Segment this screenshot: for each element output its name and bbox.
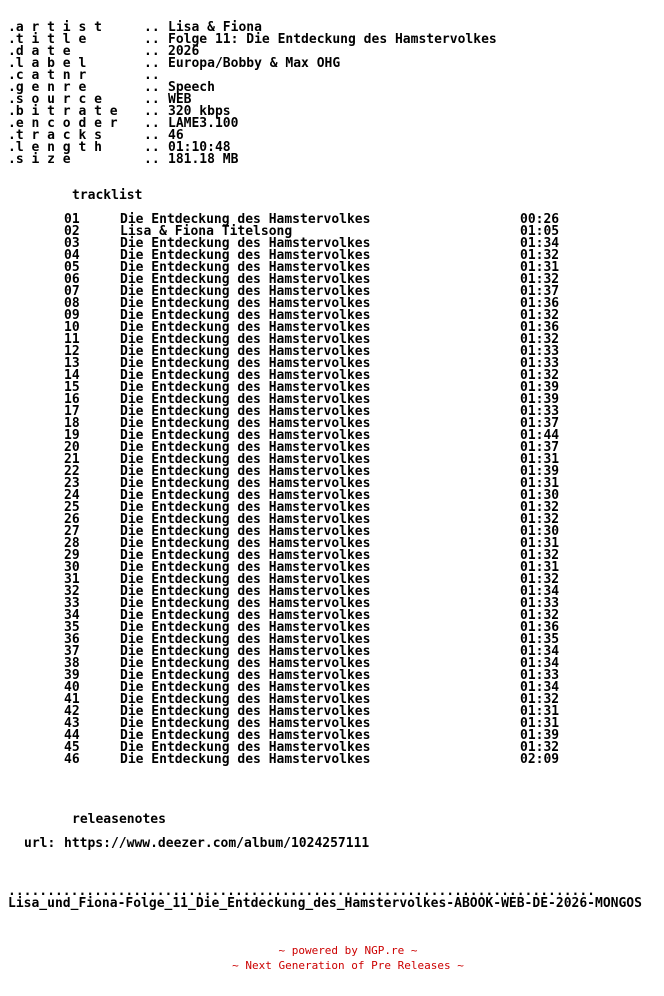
track-number: 33: [64, 596, 80, 611]
track-number: 37: [64, 644, 80, 659]
info-separator: ..: [144, 104, 160, 119]
track-time: 01:44: [520, 428, 560, 443]
track-title: Die Entdeckung des Hamstervolkes: [120, 440, 371, 455]
track-time: 01:31: [520, 716, 560, 731]
track-title: Die Entdeckung des Hamstervolkes: [120, 608, 371, 623]
track-time: 01:32: [520, 740, 560, 755]
info-key: .t r a c k s: [8, 128, 102, 143]
track-title: Die Entdeckung des Hamstervolkes: [120, 308, 371, 323]
info-separator: ..: [144, 44, 160, 59]
track-title: Die Entdeckung des Hamstervolkes: [120, 704, 371, 719]
track-title: Die Entdeckung des Hamstervolkes: [120, 452, 371, 467]
track-title: Die Entdeckung des Hamstervolkes: [120, 368, 371, 383]
track-number: 16: [64, 392, 80, 407]
track-number: 40: [64, 680, 80, 695]
track-number: 41: [64, 692, 80, 707]
track-title: Die Entdeckung des Hamstervolkes: [120, 548, 371, 563]
track-number: 07: [64, 284, 80, 299]
track-title: Die Entdeckung des Hamstervolkes: [120, 596, 371, 611]
track-number: 11: [64, 332, 80, 347]
track-time: 01:30: [520, 488, 560, 503]
track-title: Die Entdeckung des Hamstervolkes: [120, 248, 371, 263]
track-time: 01:39: [520, 464, 560, 479]
footer: [0, 943, 664, 973]
track-title: Die Entdeckung des Hamstervolkes: [120, 536, 371, 551]
track-number: 10: [64, 320, 80, 335]
track-time: 01:34: [520, 680, 560, 695]
track-title: Die Entdeckung des Hamstervolkes: [120, 404, 371, 419]
track-title: Die Entdeckung des Hamstervolkes: [120, 500, 371, 515]
track-title: Die Entdeckung des Hamstervolkes: [120, 512, 371, 527]
info-key: .s i z e: [8, 152, 71, 167]
track-number: 08: [64, 296, 80, 311]
info-value: Lisa & Fiona: [168, 20, 262, 35]
info-separator: ..: [144, 20, 160, 35]
info-key: .e n c o d e r: [8, 116, 118, 131]
track-time: 01:33: [520, 344, 560, 359]
info-value: 2026: [168, 44, 200, 59]
track-title: Die Entdeckung des Hamstervolkes: [120, 716, 371, 731]
info-separator: ..: [144, 92, 160, 107]
track-number: 21: [64, 452, 80, 467]
info-value: 181.18 MB: [168, 152, 239, 167]
track-number: 42: [64, 704, 80, 719]
info-key: .s o u r c e: [8, 92, 102, 107]
info-key: .g e n r e: [8, 80, 87, 95]
track-time: 01:32: [520, 308, 560, 323]
track-time: 01:39: [520, 380, 560, 395]
track-number: 04: [64, 248, 80, 263]
track-time: 01:33: [520, 668, 560, 683]
info-key: .a r t i s t: [8, 20, 102, 35]
track-title: Die Entdeckung des Hamstervolkes: [120, 728, 371, 743]
track-title: Die Entdeckung des Hamstervolkes: [120, 380, 371, 395]
footer-tagline: ~ Next Generation of Pre Releases ~: [232, 959, 464, 972]
info-value: 46: [168, 128, 184, 143]
info-value: Speech: [168, 80, 215, 95]
track-number: 24: [64, 488, 80, 503]
track-time: 01:05: [520, 224, 560, 239]
track-title: Die Entdeckung des Hamstervolkes: [120, 236, 371, 251]
track-time: 01:31: [520, 704, 560, 719]
separator-line: ...........................................................................: [8, 884, 595, 899]
info-value: LAME3.100: [168, 116, 239, 131]
track-title: Die Entdeckung des Hamstervolkes: [120, 692, 371, 707]
track-time: 01:37: [520, 284, 560, 299]
info-key: .d a t e: [8, 44, 71, 59]
info-separator: ..: [144, 116, 160, 131]
track-title: Die Entdeckung des Hamstervolkes: [120, 680, 371, 695]
track-time: 01:34: [520, 584, 560, 599]
track-time: 01:31: [520, 476, 560, 491]
info-value: 320 kbps: [168, 104, 231, 119]
track-number: 13: [64, 356, 80, 371]
track-time: 01:32: [520, 272, 560, 287]
track-number: 35: [64, 620, 80, 635]
track-title: Die Entdeckung des Hamstervolkes: [120, 344, 371, 359]
info-key: .l a b e l: [8, 56, 87, 71]
info-value: 01:10:48: [168, 140, 231, 155]
track-time: 01:37: [520, 416, 560, 431]
track-title: Die Entdeckung des Hamstervolkes: [120, 416, 371, 431]
track-title: Die Entdeckung des Hamstervolkes: [120, 584, 371, 599]
track-time: 01:30: [520, 524, 560, 539]
track-title: Lisa & Fiona Titelsong: [120, 224, 293, 239]
track-time: 01:39: [520, 392, 560, 407]
info-value: Folge 11: Die Entdeckung des Hamstervolkes: [168, 32, 497, 47]
track-number: 01: [64, 212, 80, 227]
info-key: .t i t l e: [8, 32, 87, 47]
track-number: 12: [64, 344, 80, 359]
track-time: 01:31: [520, 260, 560, 275]
track-title: Die Entdeckung des Hamstervolkes: [120, 752, 371, 767]
info-value: Europa/Bobby & Max OHG: [168, 56, 341, 71]
track-number: 28: [64, 536, 80, 551]
track-time: 01:33: [520, 596, 560, 611]
track-number: 45: [64, 740, 80, 755]
track-title: Die Entdeckung des Hamstervolkes: [120, 620, 371, 635]
track-time: 01:35: [520, 632, 560, 647]
track-time: 01:39: [520, 728, 560, 743]
info-separator: ..: [144, 152, 160, 167]
info-separator: ..: [144, 68, 160, 83]
track-number: 31: [64, 572, 80, 587]
track-number: 30: [64, 560, 80, 575]
track-time: 01:33: [520, 356, 560, 371]
track-number: 22: [64, 464, 80, 479]
info-separator: ..: [144, 56, 160, 71]
track-title: Die Entdeckung des Hamstervolkes: [120, 296, 371, 311]
track-title: Die Entdeckung des Hamstervolkes: [120, 392, 371, 407]
track-number: 38: [64, 656, 80, 671]
releasenotes-heading: releasenotes: [72, 812, 166, 827]
track-number: 05: [64, 260, 80, 275]
track-number: 02: [64, 224, 80, 239]
info-key: .l e n g t h: [8, 140, 102, 155]
track-time: 01:32: [520, 248, 560, 263]
track-time: 01:32: [520, 332, 560, 347]
track-title: Die Entdeckung des Hamstervolkes: [120, 320, 371, 335]
track-number: 26: [64, 512, 80, 527]
track-time: 01:31: [520, 560, 560, 575]
track-number: 09: [64, 308, 80, 323]
track-title: Die Entdeckung des Hamstervolkes: [120, 464, 371, 479]
track-title: Die Entdeckung des Hamstervolkes: [120, 332, 371, 347]
track-title: Die Entdeckung des Hamstervolkes: [120, 644, 371, 659]
track-number: 17: [64, 404, 80, 419]
track-time: 00:26: [520, 212, 560, 227]
track-time: 01:37: [520, 440, 560, 455]
track-title: Die Entdeckung des Hamstervolkes: [120, 560, 371, 575]
track-number: 18: [64, 416, 80, 431]
track-title: Die Entdeckung des Hamstervolkes: [120, 356, 371, 371]
track-title: Die Entdeckung des Hamstervolkes: [120, 656, 371, 671]
info-separator: ..: [144, 32, 160, 47]
track-time: 01:34: [520, 656, 560, 671]
track-time: 01:33: [520, 404, 560, 419]
track-number: 46: [64, 752, 80, 767]
footer-powered-by: ~ powered by NGP.re ~: [278, 944, 418, 957]
track-title: Die Entdeckung des Hamstervolkes: [120, 260, 371, 275]
track-time: 01:32: [520, 572, 560, 587]
track-title: Die Entdeckung des Hamstervolkes: [120, 572, 371, 587]
track-time: 01:31: [520, 536, 560, 551]
track-time: 01:32: [520, 608, 560, 623]
track-number: 03: [64, 236, 80, 251]
track-number: 20: [64, 440, 80, 455]
release-name: Lisa_und_Fiona-Folge_11_Die_Entdeckung_des_Hamstervolkes-ABOOK-WEB-DE-2026-MONGOS: [8, 896, 642, 911]
info-separator: ..: [144, 140, 160, 155]
track-number: 43: [64, 716, 80, 731]
track-title: Die Entdeckung des Hamstervolkes: [120, 272, 371, 287]
track-time: 01:32: [520, 548, 560, 563]
track-time: 01:36: [520, 620, 560, 635]
track-time: 01:31: [520, 452, 560, 467]
track-title: Die Entdeckung des Hamstervolkes: [120, 428, 371, 443]
track-number: 29: [64, 548, 80, 563]
info-value: WEB: [168, 92, 192, 107]
track-time: 01:32: [520, 512, 560, 527]
track-time: 01:36: [520, 320, 560, 335]
track-number: 27: [64, 524, 80, 539]
track-number: 36: [64, 632, 80, 647]
track-number: 15: [64, 380, 80, 395]
track-title: Die Entdeckung des Hamstervolkes: [120, 488, 371, 503]
info-separator: ..: [144, 80, 160, 95]
track-number: 23: [64, 476, 80, 491]
track-number: 39: [64, 668, 80, 683]
track-number: 32: [64, 584, 80, 599]
info-separator: ..: [144, 128, 160, 143]
track-title: Die Entdeckung des Hamstervolkes: [120, 212, 371, 227]
track-number: 25: [64, 500, 80, 515]
track-title: Die Entdeckung des Hamstervolkes: [120, 524, 371, 539]
track-title: Die Entdeckung des Hamstervolkes: [120, 476, 371, 491]
track-time: 01:36: [520, 296, 560, 311]
track-time: 01:32: [520, 692, 560, 707]
track-time: 01:32: [520, 500, 560, 515]
track-number: 44: [64, 728, 80, 743]
url-value: https://www.deezer.com/album/1024257111: [64, 836, 370, 851]
info-key: .c a t n r: [8, 68, 87, 83]
track-number: 14: [64, 368, 80, 383]
track-time: 01:34: [520, 236, 560, 251]
track-title: Die Entdeckung des Hamstervolkes: [120, 284, 371, 299]
track-number: 34: [64, 608, 80, 623]
track-time: 01:32: [520, 368, 560, 383]
track-title: Die Entdeckung des Hamstervolkes: [120, 632, 371, 647]
info-key: .b i t r a t e: [8, 104, 118, 119]
track-title: Die Entdeckung des Hamstervolkes: [120, 740, 371, 755]
track-time: 02:09: [520, 752, 560, 767]
track-time: 01:34: [520, 644, 560, 659]
track-number: 06: [64, 272, 80, 287]
track-title: Die Entdeckung des Hamstervolkes: [120, 668, 371, 683]
url-label: url:: [24, 836, 56, 851]
track-number: 19: [64, 428, 80, 443]
tracklist-heading: tracklist: [72, 188, 143, 203]
